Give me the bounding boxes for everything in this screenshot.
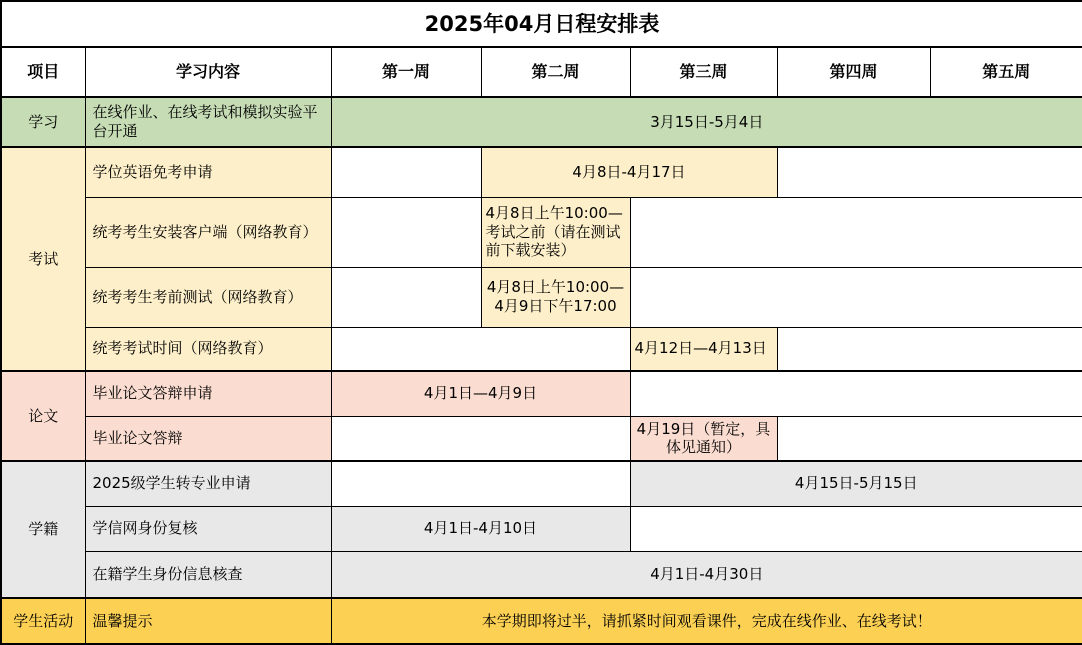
column-header-week4: 第四周 (777, 47, 930, 97)
empty-cell (331, 147, 481, 197)
schedule-pre-test: 4月8日上午10:00—4月9日下午17:00 (481, 267, 630, 327)
schedule-identity-check: 4月1日-4月30日 (331, 551, 1082, 598)
schedule-exam-time: 4月12日—4月13日 (630, 327, 777, 371)
page-title: 2025年04月日程安排表 (1, 1, 1082, 47)
empty-cell (331, 416, 630, 461)
schedule-reminder: 本学期即将过半，请抓紧时间观看课件，完成在线作业、在线考试！ (331, 598, 1082, 644)
empty-cell (630, 506, 1082, 551)
schedule-defense-apply: 4月1日—4月9日 (331, 371, 630, 416)
empty-cell (331, 327, 630, 371)
empty-cell (331, 461, 630, 506)
schedule-identity-review: 4月1日-4月10日 (331, 506, 630, 551)
column-header-week5: 第五周 (930, 47, 1082, 97)
section-label-thesis: 论文 (1, 371, 85, 461)
section-label-enrollment: 学籍 (1, 461, 85, 598)
task-platform: 在线作业、在线考试和模拟实验平台开通 (85, 97, 331, 147)
section-label-exam: 考试 (1, 147, 85, 371)
empty-cell (630, 267, 1082, 327)
schedule-english-exemption: 4月8日-4月17日 (481, 147, 777, 197)
task-reminder: 温馨提示 (85, 598, 331, 644)
empty-cell (777, 416, 1082, 461)
empty-cell (777, 327, 1082, 371)
section-label-study: 学习 (1, 97, 85, 147)
schedule-defense: 4月19日（暂定，具体见通知） (630, 416, 777, 461)
empty-cell (331, 197, 481, 267)
task-exam-time: 统考考试时间（网络教育） (85, 327, 331, 371)
task-defense-apply: 毕业论文答辩申请 (85, 371, 331, 416)
task-defense: 毕业论文答辩 (85, 416, 331, 461)
task-identity-check: 在籍学生身份信息核查 (85, 551, 331, 598)
column-header-content: 学习内容 (85, 47, 331, 97)
empty-cell (331, 267, 481, 327)
schedule-platform: 3月15日-5月4日 (331, 97, 1082, 147)
task-english-exemption: 学位英语免考申请 (85, 147, 331, 197)
task-pre-test: 统考考生考前测试（网络教育） (85, 267, 331, 327)
task-client-install: 统考考生安装客户端（网络教育） (85, 197, 331, 267)
column-header-week1: 第一周 (331, 47, 481, 97)
column-header-item: 项目 (1, 47, 85, 97)
column-header-week2: 第二周 (481, 47, 630, 97)
task-identity-review: 学信网身份复核 (85, 506, 331, 551)
task-major-transfer: 2025级学生转专业申请 (85, 461, 331, 506)
section-label-activity: 学生活动 (1, 598, 85, 644)
schedule-client-install: 4月8日上午10:00—考试之前（请在测试前下载安装） (481, 197, 630, 267)
empty-cell (630, 371, 1082, 416)
column-header-week3: 第三周 (630, 47, 777, 97)
empty-cell (777, 147, 1082, 197)
schedule-major-transfer: 4月15日-5月15日 (630, 461, 1082, 506)
empty-cell (630, 197, 1082, 267)
